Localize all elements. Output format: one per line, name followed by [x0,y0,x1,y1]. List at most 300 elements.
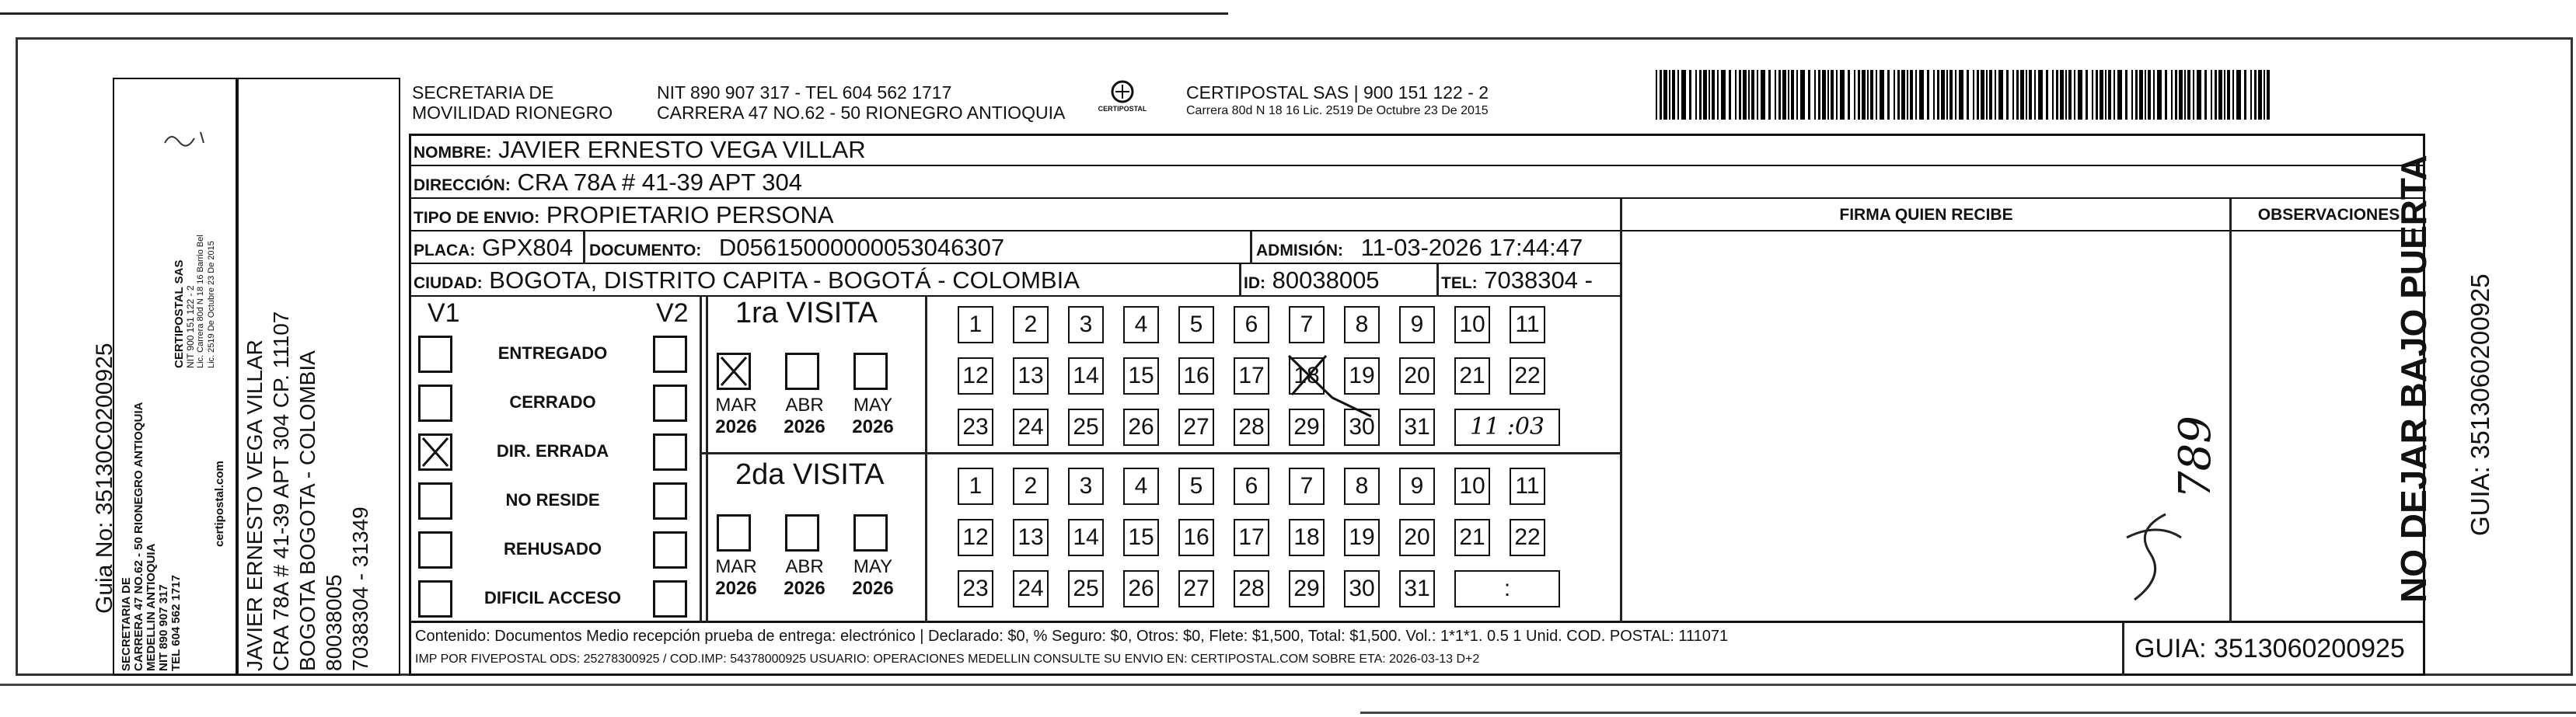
barcode-bar [1986,70,1988,120]
barcode-bar [2244,70,2246,120]
barcode-bar [2117,70,2122,120]
barcode-bar [1709,70,1710,120]
check-x-icon [719,355,749,388]
admision-value: 11-03-2026 17:44:47 [1360,234,1583,261]
status-option-label: REHUSADO [504,539,602,559]
stub-sender-line: MEDELLIN ANTIOQUIA [145,543,158,671]
day-cell[interactable]: 29 [1289,409,1325,446]
month-label: MAY [853,556,893,577]
day-cell[interactable]: 20 [1399,357,1435,395]
stub-recipient-line: JAVIER ERNESTO VEGA VILLAR [243,339,267,671]
day-cell[interactable]: 16 [1178,519,1214,556]
day-cell[interactable]: 25 [1068,570,1104,607]
id-label: ID: [1244,274,1265,292]
direccion-label: DIRECCIÓN: [414,176,511,194]
barcode-bar [2016,70,2019,120]
tipo-label: TIPO DE ENVIO: [414,209,540,227]
barcode-bar [1977,70,1979,120]
day-cell[interactable]: 13 [1013,519,1049,556]
barcode-bar [1699,70,1702,120]
no-dejar-bajo-puerta: NO DEJAR BAJO PUERTA [2393,155,2434,603]
year-label: 2026 [852,578,894,599]
barcode-bar [1862,70,1866,120]
barcode-bar [2038,70,2043,120]
month-checkbox[interactable] [717,514,751,552]
day-cell[interactable]: 13 [1013,357,1049,395]
day-cell[interactable]: 10 [1454,306,1490,343]
barcode-bar [2108,70,2111,120]
tel-label: TEL: [1441,274,1478,292]
stub-recipient-line: 7038304 - 31349 [348,506,372,671]
day-cell[interactable]: 26 [1123,409,1159,446]
day-cell[interactable]: 30 [1344,409,1380,446]
barcode-bar [1827,70,1829,120]
barcode-bar [2227,70,2230,120]
barcode-bar [1927,70,1929,120]
check-x-icon [421,436,450,468]
certipostal-logo-icon [1091,79,1154,118]
barcode-bar [1660,70,1662,120]
month-checkbox[interactable] [785,514,819,552]
day-strike-icon [1286,351,1387,425]
day-cell[interactable]: 14 [1068,357,1104,395]
month-label: MAR [715,395,757,416]
day-cell[interactable]: 20 [1399,519,1435,556]
day-cell[interactable]: 3 [1068,306,1104,343]
barcode-bar [2204,70,2207,120]
day-cell[interactable]: 5 [1178,468,1214,505]
barcode-bar [1743,70,1747,120]
day-cell[interactable]: 26 [1123,570,1159,607]
barcode-bar [1989,70,1992,120]
barcode-bar [2006,70,2009,120]
year-label: 2026 [852,416,894,437]
barcode-bar [2105,70,2107,120]
divider [1239,264,1241,297]
ciudad-row [409,264,1621,297]
barcode-bar [2179,70,2183,120]
documento-value: D05615000000053046307 [718,234,1005,261]
barcode-bar [1858,70,1860,120]
barcode-bar [1712,70,1715,120]
time-box[interactable]: 11 :03 [1454,409,1560,446]
admision-label: ADMISIÓN: [1256,242,1343,259]
tel-value: 7038304 - [1484,266,1593,294]
stub-sender-line: CARRERA 47 NO.62 - 50 RIONEGRO ANTIOQUIA [132,402,145,671]
barcode [1656,70,2278,120]
barcode-bar [2236,70,2241,120]
signature-text: 789 [2170,416,2221,499]
barcode-bar [1981,70,1984,120]
nombre-label: NOMBRE: [414,144,492,162]
barcode-bar [2258,70,2262,120]
footer [409,623,2425,676]
stub-certipostal-line: Lic. Carrera 80d N 18 16 Barrio Bel [196,235,205,368]
footer-contenido: Contenido: Documentos Medio recepción prueba de entrega: electrónico | Declarado: $0, % Seguro: $0, Otros: $0, Flete: $1,500, Total: $1,500. Vol.: 1*1*1. 0.5 1 Unid. COD. POSTAL: 111071 [415,628,1729,645]
barcode-bar [2157,70,2162,120]
barcode-bar [2232,70,2234,120]
day-cell[interactable]: 27 [1178,409,1214,446]
status-option-label: DIR. ERRADA [496,441,609,461]
day-cell[interactable]: 24 [1013,409,1049,446]
barcode-bar [1955,70,1956,120]
stub-guia-number: Guia No: 35130C0200925 [92,343,117,614]
barcode-bar [1735,70,1737,120]
main-table [409,134,2425,623]
barcode-bar [1768,70,1771,120]
day-cell[interactable]: 29 [1289,570,1325,607]
barcode-bar [1757,70,1758,120]
barcode-bar [2096,70,2098,120]
day-cell[interactable]: 24 [1013,570,1049,607]
barcode-bar [1778,70,1781,120]
barcode-bar [2184,70,2186,120]
day-cell[interactable]: 10 [1454,468,1490,505]
barcode-bar [2125,70,2127,120]
divider [700,297,702,623]
month-checkbox[interactable] [853,514,888,552]
day-cell[interactable]: 28 [1234,570,1269,607]
barcode-bar [2100,70,2103,120]
day-cell[interactable]: 19 [1344,519,1380,556]
day-cell[interactable]: 11 [1510,468,1545,505]
day-cell[interactable]: 8 [1344,468,1380,505]
barcode-bar [1910,70,1913,120]
day-cell[interactable]: 16 [1178,357,1214,395]
barcode-bar [1761,70,1765,120]
barcode-bar [1729,70,1731,120]
stub-signature-scribble-icon [163,127,210,151]
barcode-bar [1739,70,1741,120]
month-label: MAY [853,395,893,416]
year-label: 2026 [715,416,757,437]
v1-label: V1 [428,298,460,328]
status-option-label: NO RESIDE [505,490,600,510]
barcode-bar [2029,70,2032,120]
barcode-bar [1840,70,1845,120]
barcode-bar [2065,70,2067,120]
barcode-bar [1814,70,1816,120]
day-cell[interactable]: 3 [1068,468,1104,505]
bottom-border-line [0,684,2576,686]
barcode-bar [2074,70,2075,120]
barcode-bar [1933,70,1935,120]
day-cell[interactable]: 31 [1399,409,1435,446]
barcode-bar [1887,70,1890,120]
v1-checkbox[interactable] [418,385,452,422]
barcode-bar [2135,70,2138,120]
second-visit-title: 2da VISITA [735,458,885,491]
barcode-bar [1907,70,1908,120]
divider [1250,231,1252,264]
barcode-bar [2020,70,2024,120]
v1-checkbox[interactable] [418,433,452,471]
barcode-bar [2078,70,2082,120]
day-cell[interactable]: 4 [1123,306,1159,343]
day-cell[interactable]: 25 [1068,409,1104,446]
month-checkbox[interactable] [717,353,751,390]
day-cell[interactable]: 21 [1454,519,1490,556]
status-option-label: DIFICIL ACCESO [483,588,621,607]
barcode-bar [2056,70,2058,120]
stub-certipostal-line: Lic. 2519 De Octubre 23 De 2015 [207,241,216,368]
barcode-bar [2012,70,2014,120]
barcode-bar [2211,70,2212,120]
documento-label: DOCUMENTO: [589,242,702,259]
barcode-bar [2131,70,2133,120]
header-nit-line: NIT 890 907 317 - TEL 604 562 1717 [657,82,952,103]
barcode-bar [2175,70,2177,120]
barcode-bar [1941,70,1945,120]
status-section [409,297,689,623]
barcode-bar [1717,70,1719,120]
barcode-bar [1870,70,1873,120]
day-cell[interactable]: 15 [1123,357,1159,395]
ciudad-label: CIUDAD: [414,274,483,292]
day-cell[interactable]: 11 [1510,306,1545,343]
direccion-row [409,166,2425,199]
barcode-bar [2218,70,2222,120]
barcode-bar [1937,70,1939,120]
barcode-bar [2148,70,2151,120]
day-cell[interactable]: 18 [1289,519,1325,556]
divider [2122,623,2124,676]
barcode-bar [1897,70,1900,120]
barcode-bar [1782,70,1786,120]
month-checkbox[interactable] [785,353,819,390]
firma-header: FIRMA QUIEN RECIBE [1839,206,2013,224]
day-cell[interactable]: 30 [1344,570,1380,607]
barcode-bar [1822,70,1826,120]
day-cell[interactable]: 7 [1289,468,1325,505]
first-visit-title: 1ra VISITA [735,297,878,329]
barcode-bar [1748,70,1750,120]
documento-cell [589,231,1004,264]
barcode-bar [2215,70,2217,120]
barcode-bar [2034,70,2036,120]
barcode-bar [2250,70,2252,120]
day-cell[interactable]: 6 [1234,468,1269,505]
barcode-bar [1998,70,2003,120]
nombre-row [409,134,2425,166]
day-cell[interactable]: 19 [1344,357,1380,395]
barcode-bar [1995,70,1996,120]
year-label: 2026 [784,578,826,599]
barcode-bar [2046,70,2048,120]
barcode-bar [1818,70,1820,120]
day-cell[interactable]: 21 [1454,357,1490,395]
barcode-bar [1915,70,1917,120]
barcode-bar [1695,70,1697,120]
status-option-label: CERRADO [509,392,596,412]
day-cell[interactable]: 23 [958,570,993,607]
day-cell[interactable]: 1 [958,306,993,343]
v2-checkbox[interactable] [653,580,687,618]
v2-label: V2 [656,298,689,328]
barcode-bar [1967,70,1969,120]
v2-checkbox[interactable] [653,433,687,471]
day-cell[interactable]: 9 [1399,306,1435,343]
stub-certipostal-web: certipostal.com [213,461,226,547]
stub-sender-line: SECRETARIA DE [120,577,133,671]
stub-sender-line: TEL 604 562 1717 [169,575,183,671]
admision-cell [1256,231,1583,264]
stub-recipient-line: CRA 78A # 41-39 APT 304 CP. 11107 [269,311,293,671]
header-company-sub: Carrera 80d N 18 16 Lic. 2519 De Octubre 23 De 2015 [1186,104,1489,117]
divider [2229,199,2232,623]
observaciones-header: OBSERVACIONES [2257,206,2400,224]
v1-checkbox[interactable] [418,336,452,373]
v2-checkbox[interactable] [653,531,687,569]
v1-checkbox[interactable] [418,482,452,520]
barcode-graphic [1656,70,2278,120]
day-cell[interactable]: 12 [958,519,993,556]
day-cell[interactable]: 23 [958,409,993,446]
day-cell[interactable]: 4 [1123,468,1159,505]
signature-handwriting [2119,359,2221,607]
month-checkbox[interactable] [853,353,888,390]
barcode-bar [1788,70,1789,120]
barcode-bar [2060,70,2064,120]
placa-value: GPX804 [481,234,574,261]
status-option-label: ENTREGADO [497,343,608,363]
barcode-bar [1721,70,1726,120]
barcode-bar [1663,70,1667,120]
stub-certipostal-line: CERTIPOSTAL SAS [173,259,186,368]
barcode-bar [2114,70,2115,120]
barcode-bar [2165,70,2167,120]
right-guia-number: GUIA: 3513060200925 [2466,273,2494,536]
barcode-bar [1946,70,1948,120]
barcode-bar [2267,70,2270,120]
day-cell[interactable]: 31 [1399,570,1435,607]
day-cell[interactable]: 7 [1289,306,1325,343]
barcode-bar [1689,70,1691,120]
tipo-value: PROPIETARIO PERSONA [546,201,834,228]
barcode-bar [1901,70,1905,120]
tel-cell [1441,264,1593,297]
day-cell[interactable]: 6 [1234,306,1269,343]
month-label: ABR [785,395,824,416]
barcode-bar [2224,70,2225,120]
barcode-bar [1703,70,1707,120]
barcode-bar [2086,70,2088,120]
barcode-bar [1681,70,1686,120]
time-box[interactable]: : [1454,570,1560,607]
divider [701,452,1621,454]
day-cell[interactable]: 18 [1289,357,1325,395]
footer-guia-box: GUIA: 3513060200925 [2134,634,2405,663]
divider [1436,264,1439,297]
day-cell[interactable]: 22 [1510,357,1545,395]
barcode-bar [1800,70,1805,120]
barcode-bar [1949,70,1953,120]
barcode-bar [1848,70,1850,120]
day-cell[interactable]: 17 [1234,357,1269,395]
day-cell[interactable]: 9 [1399,468,1435,505]
barcode-bar [1973,70,1974,120]
id-value: 80038005 [1272,266,1380,294]
barcode-bar [1669,70,1670,120]
v2-checkbox[interactable] [653,482,687,520]
divider [925,297,927,623]
day-cell[interactable]: 2 [1013,468,1049,505]
barcode-bar [2153,70,2155,120]
day-cell[interactable]: 27 [1178,570,1214,607]
stub-recipient-text [239,81,395,671]
barcode-bar [2254,70,2257,120]
day-cell[interactable]: 17 [1234,519,1269,556]
barcode-bar [1775,70,1776,120]
barcode-bar [1808,70,1810,120]
barcode-bar [2187,70,2190,120]
day-cell[interactable]: 14 [1068,519,1104,556]
footer-imp: IMP POR FIVEPOSTAL ODS: 25278300925 / COD.IMP: 54378000925 USUARIO: OPERACIONES MEDELLIN CONSULTE SU ENVIO EN: CERTIPOSTAL.COM SOBRE ETA: 2026-03-13 D+2 [415,653,1480,666]
top-border-line [0,12,1228,15]
header-company-line: CERTIPOSTAL SAS | 900 151 122 - 2 [1186,82,1489,103]
stub-certipostal-line: NIT 900 151 122 - 2 [185,285,196,368]
barcode-bar [2197,70,2201,120]
ciudad-value: BOGOTA, DISTRITO CAPITA - BOGOTÁ - COLOMBIA [489,266,1080,294]
stub-recipient-line: 80038005 [322,574,346,671]
nombre-value: JAVIER ERNESTO VEGA VILLAR [497,136,866,163]
barcode-bar [1894,70,1895,120]
year-label: 2026 [715,578,757,599]
barcode-bar [1919,70,1924,120]
stub-sender-line: NIT 890 907 317 [157,584,170,671]
month-label: MAR [715,556,757,577]
barcode-bar [2068,70,2072,120]
barcode-bar [1791,70,1794,120]
day-cell[interactable]: 8 [1344,306,1380,343]
barcode-bar [1656,70,1657,120]
barcode-bar [1836,70,1838,120]
barcode-bar [1672,70,1675,120]
day-cell[interactable]: 22 [1510,519,1545,556]
logo-text: CERTIPOSTAL [1098,105,1147,113]
barcode-bar [1867,70,1869,120]
barcode-bar [1876,70,1877,120]
divider [583,231,585,264]
day-cell[interactable]: 1 [958,468,993,505]
direccion-value: CRA 78A # 41-39 APT 304 [517,169,802,196]
v2-checkbox[interactable] [653,336,687,373]
header-sender-name: SECRETARIA DE MOVILIDAD RIONEGRO [412,82,613,123]
barcode-bar [2193,70,2194,120]
stub-recipient-line: BOGOTA BOGOTA - COLOMBIA [295,350,319,671]
barcode-bar [1677,70,1679,120]
v2-checkbox[interactable] [653,385,687,422]
barcode-bar [2052,70,2054,120]
header-address-line: CARRERA 47 NO.62 - 50 RIONEGRO ANTIOQUIA [657,103,1066,123]
barcode-bar [2171,70,2173,120]
barcode-bar [1831,70,1834,120]
stub-sender-text [117,81,233,671]
barcode-bar [2139,70,2143,120]
day-cell[interactable]: 15 [1123,519,1159,556]
barcode-bar [1959,70,1963,120]
day-cell[interactable]: 2 [1013,306,1049,343]
id-cell [1244,264,1380,297]
barcode-bar [1751,70,1754,120]
v1-checkbox[interactable] [418,531,452,569]
barcode-bar [2145,70,2146,120]
day-cell[interactable]: 28 [1234,409,1269,446]
v1-checkbox[interactable] [418,580,452,618]
day-cell[interactable]: 5 [1178,306,1214,343]
day-cell[interactable]: 12 [958,357,993,395]
barcode-bar [2026,70,2027,120]
